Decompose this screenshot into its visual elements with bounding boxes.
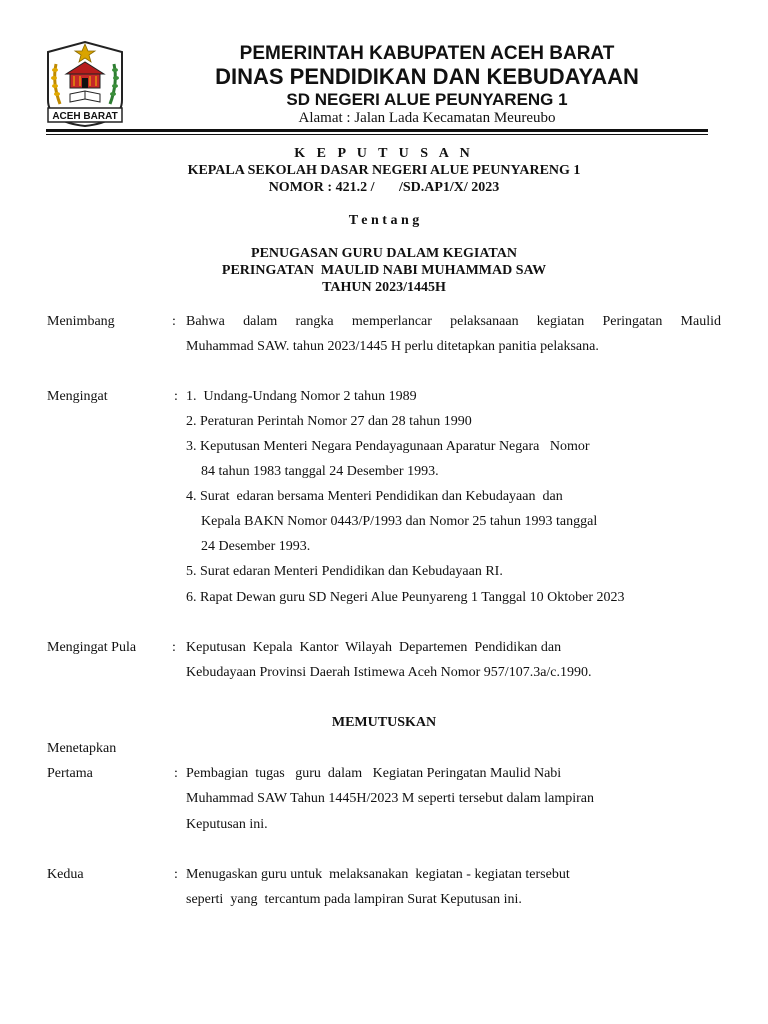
pertama-line-2: Muhammad SAW Tahun 1445H/2023 M seperti tersebut dalam lampiran: [186, 791, 594, 806]
pertama-label: Pertama: [47, 766, 93, 781]
aceh-barat-logo: [44, 38, 126, 128]
menimbang-line-1: Bahwa dalam rangka memperlancar pelaksanaan kegiatan Peringatan Maulid: [186, 314, 721, 329]
about-heading: T e n t a n g: [348, 213, 420, 228]
agency-name: DINAS PENDIDIKAN DAN KEBUDAYAAN: [215, 64, 639, 89]
kedua-line-1: Menugaskan guru untuk melaksanakan kegiatan - kegiatan tersebut: [186, 867, 570, 882]
menimbang-colon: :: [172, 314, 176, 329]
pertama-colon: :: [174, 766, 178, 781]
menimbang-line-2: Muhammad SAW. tahun 2023/1445 H perlu ditetapkan panitia pelaksana.: [186, 339, 599, 354]
school-address: Alamat : Jalan Lada Kecamatan Meureubo: [298, 110, 556, 126]
mengingat-pula-line-2: Kebudayaan Provinsi Daerah Istimewa Aceh Nomor 957/107.3a/c.1990.: [186, 665, 592, 680]
decree-heading: K E P U T U S A N: [294, 146, 474, 161]
letterhead-rule-thin: [46, 134, 708, 135]
mengingat-item-4: 4. Surat edaran bersama Menteri Pendidikan dan Kebudayaan dan: [186, 489, 563, 504]
mengingat-item-3: 3. Keputusan Menteri Negara Pendayagunaan Aparatur Negara Nomor: [186, 439, 590, 454]
mengingat-item-5: 5. Surat edaran Menteri Pendidikan dan Kebudayaan RI.: [186, 564, 503, 579]
mengingat-colon: :: [174, 389, 178, 404]
mengingat-item-6: 6. Rapat Dewan guru SD Negeri Alue Peunyareng 1 Tanggal 10 Oktober 2023: [186, 590, 625, 605]
memutuskan-heading: MEMUTUSKAN: [331, 715, 437, 730]
school-name: SD NEGERI ALUE PEUNYARENG 1: [286, 90, 568, 109]
menetapkan-label: Menetapkan: [47, 741, 117, 756]
menimbang-label: Menimbang: [47, 314, 115, 329]
mengingat-label: Mengingat: [47, 389, 108, 404]
pertama-line-3: Keputusan ini.: [186, 817, 268, 832]
kedua-colon: :: [174, 867, 178, 882]
mengingat-item-4-cont-2: 24 Desember 1993.: [201, 539, 311, 554]
letterhead-rule: [46, 129, 708, 132]
mengingat-pula-colon: :: [172, 640, 176, 655]
mengingat-pula-label: Mengingat Pula: [47, 640, 137, 655]
mengingat-pula-line-1: Keputusan Kepala Kantor Wilayah Departemen Pendidikan dan: [186, 640, 562, 655]
pertama-line-1: Pembagian tugas guru dalam Kegiatan Peringatan Maulid Nabi: [186, 766, 562, 781]
mengingat-item-2: 2. Peraturan Perintah Nomor 27 dan 28 tahun 1990: [186, 414, 472, 429]
mengingat-item-1: 1. Undang-Undang Nomor 2 tahun 1989: [186, 389, 417, 404]
mengingat-item-3-cont: 84 tahun 1983 tanggal 24 Desember 1993.: [201, 464, 439, 479]
subject-line-1: PENUGASAN GURU DALAM KEGIATAN: [251, 246, 517, 261]
decree-authority: KEPALA SEKOLAH DASAR NEGERI ALUE PEUNYARENG 1: [187, 163, 581, 178]
kedua-label: Kedua: [47, 867, 84, 882]
svg-text:ACEH BARAT: ACEH BARAT: [52, 111, 118, 122]
kedua-line-2: seperti yang tercantum pada lampiran Surat Keputusan ini.: [186, 892, 522, 907]
subject-line-2: PERINGATAN MAULID NABI MUHAMMAD SAW: [221, 263, 547, 278]
decree-number: NOMOR : 421.2 / /SD.AP1/X/ 2023: [268, 180, 500, 195]
subject-line-3: TAHUN 2023/1445H: [322, 280, 446, 295]
mengingat-item-4-cont: Kepala BAKN Nomor 0443/P/1993 dan Nomor 25 tahun 1993 tanggal: [201, 514, 598, 529]
gov-name: PEMERINTAH KABUPATEN ACEH BARAT: [239, 43, 615, 64]
